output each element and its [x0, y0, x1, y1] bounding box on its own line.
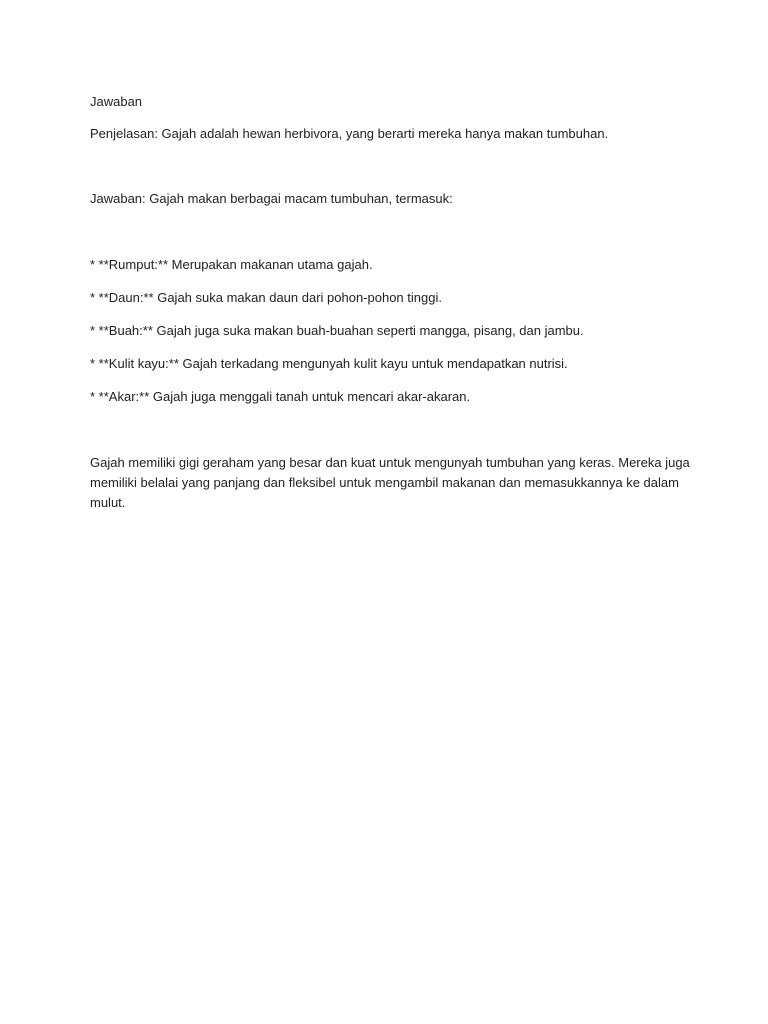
food-list [90, 255, 690, 407]
explanation-paragraph: Penjelasan: Gajah adalah hewan herbivora, yang berarti mereka hanya makan tumbuhan. [90, 126, 609, 141]
list-item-daun: * **Daun:** Gajah suka makan daun dari pohon-pohon tinggi. [90, 290, 442, 305]
list-item-buah: * **Buah:** Gajah juga suka makan buah-buahan seperti mangga, pisang, dan jambu. [90, 323, 584, 338]
document-body [90, 92, 694, 513]
answer-intro-paragraph: Jawaban: Gajah makan berbagai macam tumbuhan, termasuk: [90, 191, 453, 206]
list-item-kulit-kayu: * **Kulit kayu:** Gajah terkadang mengunyah kulit kayu untuk mendapatkan nutrisi. [90, 356, 568, 371]
closing-paragraph: Gajah memiliki gigi geraham yang besar dan kuat untuk mengunyah tumbuhan yang keras. Mereka juga memiliki belalai yang panjang dan fleksibel untuk mengambil makanan dan memasukkannya ke dalam mulut. [90, 455, 694, 510]
list-item-akar: * **Akar:** Gajah juga menggali tanah untuk mencari akar-akaran. [90, 389, 471, 404]
document-title: Jawaban [90, 94, 143, 109]
list-item-rumput: * **Rumput:** Merupakan makanan utama gajah. [90, 257, 373, 272]
